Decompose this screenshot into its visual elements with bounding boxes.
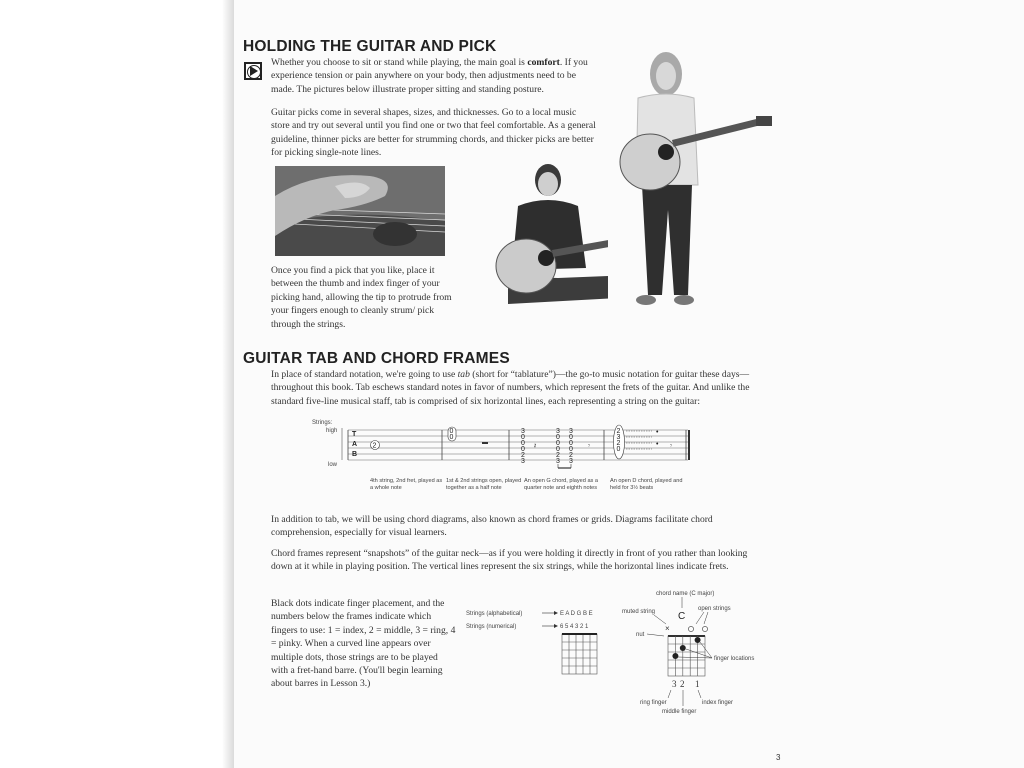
index-finger-label: index finger (702, 700, 734, 706)
tab-caption-1: 4th string, 2nd fret, played as a whole note (370, 478, 443, 491)
svg-text:2: 2 (556, 452, 560, 459)
svg-text:0: 0 (521, 446, 525, 453)
finger-number-middle: 2 (680, 679, 685, 689)
svg-text:0: 0 (521, 440, 525, 447)
tab-note-whole: 2 (372, 442, 377, 450)
sitting-posture-photo (468, 158, 630, 306)
finger-number-index: 1 (695, 679, 700, 689)
tab-clef-t: T (352, 431, 357, 438)
svg-text:3: 3 (521, 458, 525, 465)
chord-diagrams-paragraph: In addition to tab, we will be using chord diagrams, also known as chord frames or grids. Diagrams facilitate chord comprehension, especially for visual learners. (271, 514, 713, 539)
strings-alphabetical-label: Strings (alphabetical) (466, 611, 523, 617)
svg-text:0: 0 (521, 434, 525, 441)
tab-g-chord-quarter (521, 428, 525, 465)
video-play-icon[interactable] (244, 62, 262, 80)
svg-text:3: 3 (556, 428, 560, 435)
finger-locations-label: finger locations (714, 656, 755, 662)
strings-alphabetical-values: E A D G B E (560, 611, 593, 617)
pick-grip-photo (275, 166, 445, 256)
strings-high-label: high (326, 428, 338, 434)
tab-caption-2: 1st & 2nd strings open, played together as a half note (446, 478, 522, 491)
svg-text:3: 3 (556, 458, 560, 465)
finger-placement-paragraph: Black dots indicate finger placement, and the numbers below the frames indicate which fingers to use: 1 = index, 2 = middle, 3 = ring, 4 = pinky. When a curved line appears over multiple dots, those strings are to be played with a fret-hand barre. (You'll begin learning about barres in Lesson 3.) (271, 598, 456, 690)
svg-text:2: 2 (521, 452, 525, 459)
svg-text:0: 0 (556, 446, 560, 453)
svg-text:3: 3 (521, 428, 525, 435)
strings-label: Strings: (312, 420, 333, 426)
svg-text:0: 0 (569, 434, 573, 441)
section-title-holding: HOLDING THE GUITAR AND PICK (243, 38, 497, 55)
tab-caption-4: An open D chord, played and held for 3½ beats (610, 478, 683, 491)
blank-chord-frame-diagram (466, 604, 616, 680)
svg-text:3: 3 (569, 428, 573, 435)
svg-text:𝄾: 𝄾 (670, 443, 672, 450)
tab-clef-b: B (352, 451, 358, 458)
svg-text:×: × (665, 624, 670, 633)
strings-numerical-values: 6 5 4 3 2 1 (560, 624, 589, 630)
svg-text:2: 2 (569, 452, 573, 459)
middle-finger-label: middle finger (662, 709, 697, 715)
tab-caption-3: An open G chord, played as a quarter note and eighth notes (524, 478, 599, 491)
holding-paragraph-2: Guitar picks come in several shapes, sizes, and thicknesses. Go to a local music store and try out several until you find one or two that feel comfortable. As a general guideline, thinner picks are better for strumming chords, and thicker picks are better for picking single-note lines. (271, 107, 596, 159)
tab-clef-a: A (352, 441, 358, 448)
svg-text:0: 0 (556, 434, 560, 441)
tab-note-half-1: 0 (449, 428, 454, 435)
tab-note-half-2: 0 (449, 434, 454, 441)
tab-intro-paragraph: In place of standard notation, we're going to use tab (short for “tablature”)—the go-to music notation for guitar these days—throughout this book. Tab eschews standard notes in favor of numbers, which represent the frets of the guitar. And unlike the standard five-line musical staff, tab is comprised of six horizontal lines, each representing a string on the guitar: (271, 369, 750, 407)
svg-text:𝄾: 𝄾 (588, 443, 590, 450)
svg-text:0: 0 (556, 440, 560, 447)
svg-text:0: 0 (569, 446, 573, 453)
tab-g-chord-eighth-a (556, 428, 560, 465)
tab-staff-diagram (312, 416, 698, 502)
c-major-chord-frame-diagram (616, 586, 776, 718)
nut-label: nut (636, 632, 645, 638)
ring-finger-label: ring finger (640, 700, 667, 706)
svg-text:3: 3 (569, 458, 573, 465)
svg-text:3: 3 (616, 434, 621, 441)
chord-symbol: C (678, 611, 686, 622)
section-title-tab: GUITAR TAB AND CHORD FRAMES (243, 350, 510, 367)
holding-paragraph-3: Once you find a pick that you like, place it between the thumb and index finger of your picking hand, allowing the tip to protrude from your fingers enough to cleanly strum/ pick through the strings. (271, 265, 452, 330)
svg-text:𝄽: 𝄽 (534, 443, 537, 450)
open-strings-label: open strings (698, 606, 731, 612)
page-number: 3 (776, 753, 781, 762)
finger-number-ring: 3 (672, 679, 677, 689)
muted-string-label: muted string (622, 609, 656, 615)
svg-text:0: 0 (569, 440, 573, 447)
strings-numerical-label: Strings (numerical) (466, 624, 517, 630)
holding-paragraph-1: Whether you choose to sit or stand while playing, the main goal is comfort. If you experience tension or pain anywhere on your body, then adjustments need to be made. The pictures below illustrate proper sitting and standing posture. (271, 57, 588, 95)
chord-name-label: chord name (C major) (656, 591, 715, 597)
svg-text:•: • (656, 429, 659, 436)
strings-low-label: low (328, 462, 338, 468)
tab-g-chord-eighth-b (569, 428, 573, 465)
chord-frames-paragraph: Chord frames represent “snapshots” of the guitar neck—as if you were holding it directly in front of you rather than looking down at it while in playing position. The vertical lines represent the six strings, while the horizontal lines indicate frets. (271, 548, 748, 573)
svg-text:0: 0 (616, 446, 621, 453)
svg-text:•: • (656, 441, 659, 448)
svg-text:2: 2 (616, 440, 621, 447)
standing-posture-photo (608, 50, 776, 312)
tab-d-chord (617, 428, 621, 453)
svg-text:2: 2 (616, 428, 621, 435)
